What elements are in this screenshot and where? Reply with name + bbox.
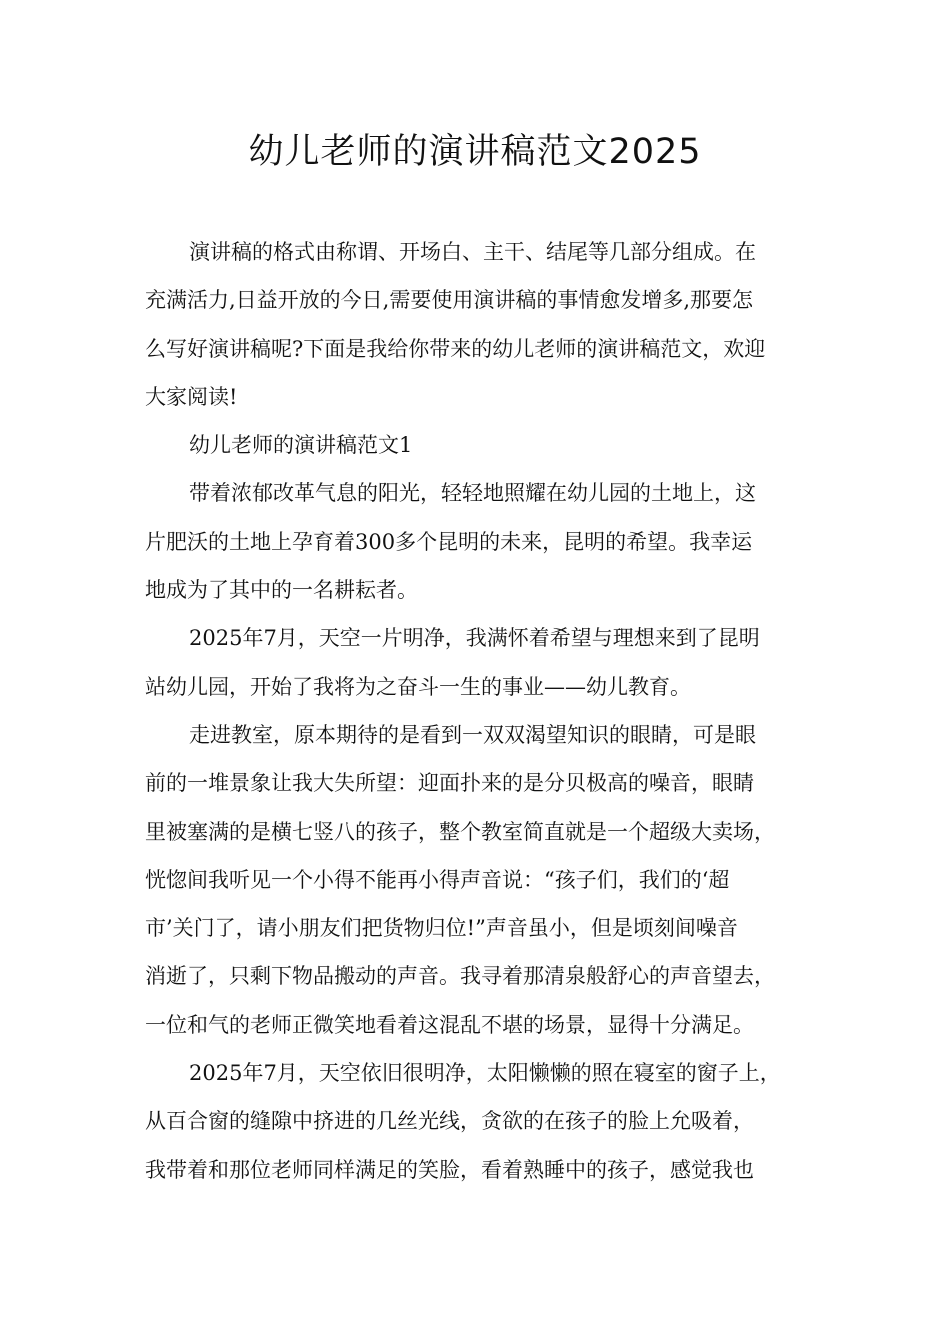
text-line: 地成为了其中的一名耕耘者。 — [145, 578, 418, 603]
text-line: 片肥沃的土地上孕育着300多个昆明的未来，昆明的希望。我幸运 — [145, 529, 753, 554]
text-line: 里被塞满的是横七竖八的孩子，整个教室简直就是一个超级大卖场， — [145, 819, 775, 844]
text-line: 演讲稿的格式由称谓、开场白、主干、结尾等几部分组成。在 — [189, 240, 756, 264]
text-line: 前的一堆景象让我大失所望：迎面扑来的是分贝极高的噪音，眼睛 — [145, 771, 754, 796]
text-line: 2025年7月，天空一片明净，我满怀着希望与理想来到了昆明 — [189, 626, 760, 651]
text-line: 2025年7月，天空依旧很明净，太阳懒懒的照在寝室的窗子上， — [189, 1061, 781, 1086]
text-line: 市’关门了，请小朋友们把货物归位!”声音虽小，但是顷刻间噪音 — [145, 916, 738, 941]
text-line: 走进教室，原本期待的是看到一双双渴望知识的眼睛，可是眼 — [189, 722, 756, 747]
text-line: 消逝了，只剩下物品搬动的声音。我寻着那清泉般舒心的声音望去， — [145, 964, 775, 989]
text-line: 幼儿老师的演讲稿范文1 — [189, 433, 413, 458]
text-line: 带着浓郁改革气息的阳光，轻轻地照耀在幼儿园的土地上，这 — [189, 481, 756, 506]
text-line: 一位和气的老师正微笑地看着这混乱不堪的场景，显得十分满足。 — [145, 1012, 754, 1037]
text-line: 从百合窗的缝隙中挤进的几丝光线，贪欲的在孩子的脸上允吸着， — [145, 1109, 754, 1134]
text-line: 大家阅读! — [145, 384, 238, 409]
text-line: 么写好演讲稿呢?下面是我给你带来的幼儿老师的演讲稿范文，欢迎 — [145, 336, 766, 361]
document-title: 幼儿老师的演讲稿范文2025 — [248, 132, 702, 172]
text-line: 站幼儿园，开始了我将为之奋斗一生的事业——幼儿教育。 — [145, 674, 691, 699]
text-line: 恍惚间我听见一个小得不能再小得声音说：“孩子们，我们的‘超 — [145, 867, 730, 892]
text-line: 充满活力,日益开放的今日,需要使用演讲稿的事情愈发增多,那要怎 — [145, 288, 754, 313]
document-body — [145, 228, 820, 1194]
text-line: 我带着和那位老师同样满足的笑脸，看着熟睡中的孩子，感觉我也 — [145, 1157, 754, 1182]
